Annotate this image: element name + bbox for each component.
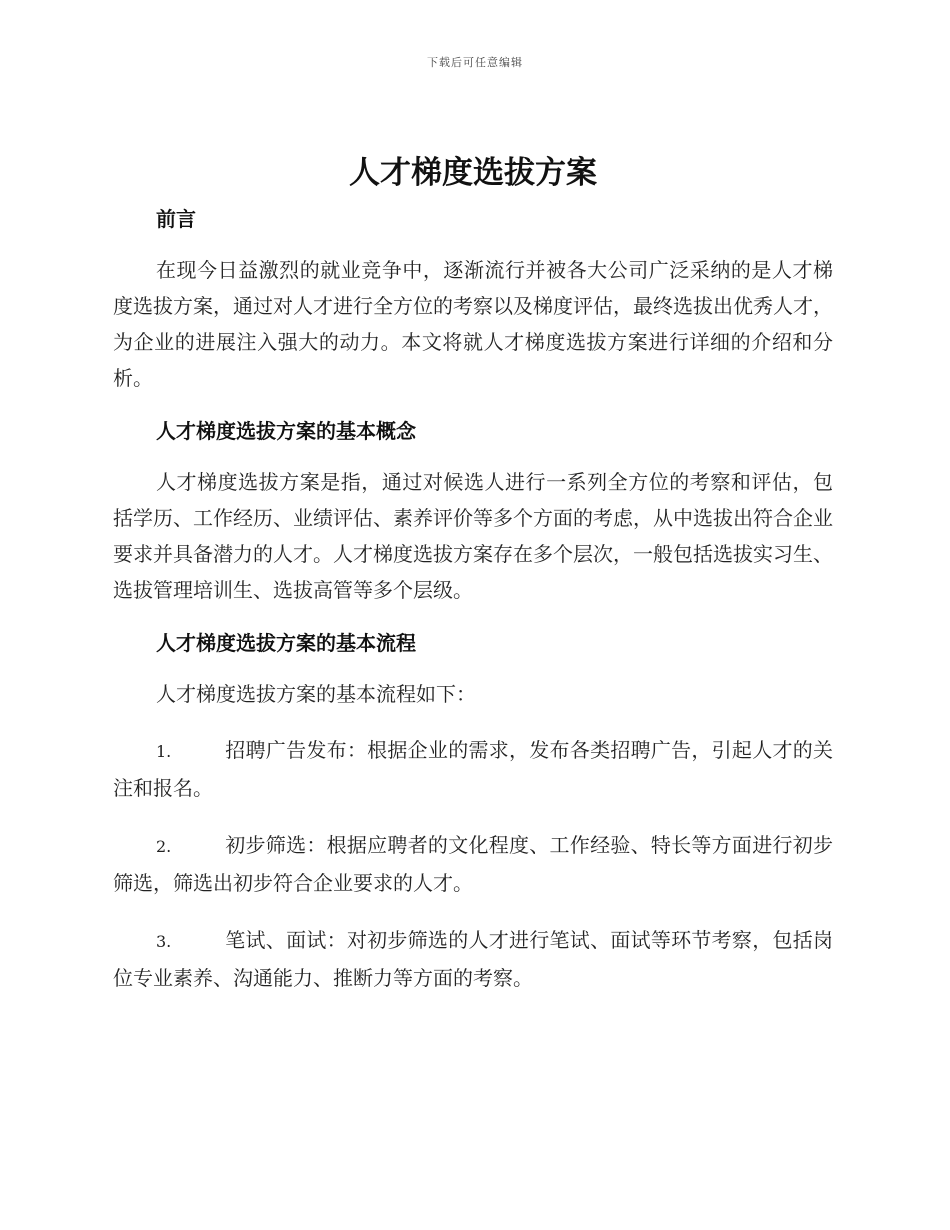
- list-item-text: 笔试、面试：对初步筛选的人才进行笔试、面试等环节考察，包括岗位专业素养、沟通能力、推断力等方面的考察。: [113, 928, 833, 990]
- document-body: [113, 150, 833, 1017]
- document-title: 人才梯度选拔方案: [349, 155, 597, 191]
- list-item-number: 3.: [156, 932, 172, 951]
- paragraph: 在现今日益激烈的就业竞争中，逐渐流行并被各大公司广泛采纳的是人才梯度选拔方案，通过对人才进行全方位的考察以及梯度评估，最终选拔出优秀人才，为企业的进展注入强大的动力。本文将就人才梯度选拔方案进行详细的介绍和分析。: [113, 258, 833, 390]
- list-item-text: 初步筛选：根据应聘者的文化程度、工作经验、特长等方面进行初步筛选，筛选出初步符合企业要求的人才。: [113, 833, 833, 895]
- paragraph: 人才梯度选拔方案是指，通过对候选人进行一系列全方位的考察和评估，包括学历、工作经历、业绩评估、素养评价等多个方面的考虑，从中选拔出符合企业要求并具备潜力的人才。人才梯度选拔方案存在多个层次，一般包括选拔实习生、选拔管理培训生、选拔高管等多个层级。: [113, 470, 833, 602]
- list-item-number: 1.: [156, 742, 172, 761]
- section-basic-process: [113, 628, 833, 996]
- section-basic-concept: [113, 416, 833, 608]
- paragraph: 人才梯度选拔方案的基本流程如下：: [156, 682, 476, 706]
- section-preface: [113, 204, 833, 396]
- section-heading: 人才梯度选拔方案的基本流程: [156, 631, 416, 655]
- list-item-number: 2.: [156, 837, 172, 856]
- list-item: [113, 922, 833, 996]
- section-heading: 人才梯度选拔方案的基本概念: [156, 419, 416, 443]
- page-header-note: 下载后可任意编辑: [427, 56, 523, 69]
- list-item: [113, 732, 833, 806]
- list-item: [113, 827, 833, 901]
- section-heading: 前言: [156, 207, 196, 231]
- list-item-text: 招聘广告发布：根据企业的需求，发布各类招聘广告，引起人才的关注和报名。: [113, 738, 833, 800]
